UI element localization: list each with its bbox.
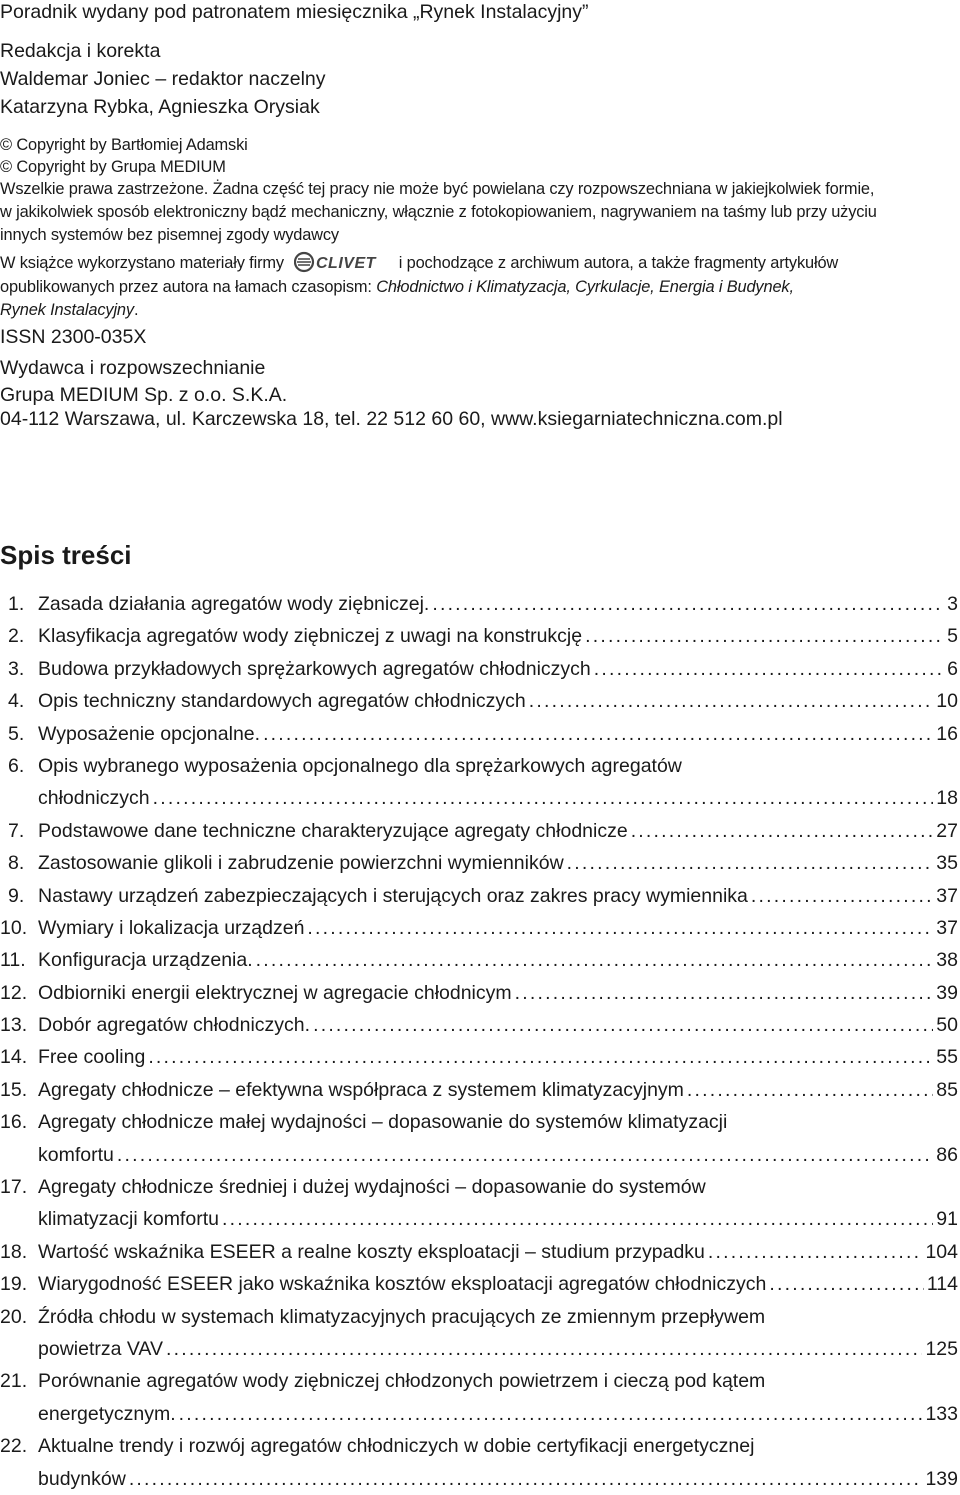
toc-entry-title: Dobór agregatów chłodniczych. xyxy=(38,1014,311,1037)
toc-entry-number: 4. xyxy=(8,690,25,713)
toc-entry-line xyxy=(0,912,958,944)
toc-entry[interactable] xyxy=(0,1074,958,1106)
toc-entry-page: 35 xyxy=(936,852,958,875)
toc-entry-line xyxy=(0,847,958,879)
toc-entry-line xyxy=(0,1333,958,1365)
toc-entry-line xyxy=(0,620,958,652)
toc-entry-number: 2. xyxy=(8,625,25,648)
toc-entry[interactable] xyxy=(0,1365,958,1430)
toc-entry-number: 13. xyxy=(0,1014,28,1037)
toc-entry-number: 16. xyxy=(0,1111,28,1134)
toc-entry-page: 91 xyxy=(936,1208,958,1231)
toc-entry-title: Zastosowanie glikoli i zabrudzenie powierzchni wymienników xyxy=(38,852,564,875)
toc-entry-page: 39 xyxy=(936,981,958,1004)
toc-leader-dots xyxy=(263,718,933,750)
toc-entry[interactable] xyxy=(0,1009,958,1041)
publisher-address: 04-112 Warszawa, ul. Karczewska 18, tel. 22 512 60 60, www.ksiegarniatechniczna.com.pl xyxy=(0,408,783,430)
toc-leader-dots xyxy=(129,1463,923,1495)
toc-entry-page: 18 xyxy=(936,787,958,810)
toc-entry-title: Nastawy urządzeń zabezpieczających i sterujących oraz zakres pracy wymiennika xyxy=(38,884,748,907)
toc-entry-line xyxy=(0,1236,958,1268)
toc-entry[interactable] xyxy=(0,977,958,1009)
editorial-heading: Redakcja i korekta xyxy=(0,40,161,62)
copyright-author: © Copyright by Bartłomiej Adamski xyxy=(0,136,248,154)
materials-3-end: . xyxy=(133,301,139,319)
toc-entry-number: 3. xyxy=(8,657,25,680)
toc-entry-title: Opis techniczny standardowych agregatów chłodniczych xyxy=(38,690,526,713)
toc-entry-line xyxy=(0,1041,958,1073)
toc-leader-dots xyxy=(687,1074,933,1106)
rights-line-2: w jakikolwiek sposób elektroniczny bądź mechaniczny, włącznie z fotokopiowaniem, nagrywaniem na taśmy lub przy użyciu xyxy=(0,203,877,221)
materials-post: i pochodzące z archiwum autora, a także fragmenty artykułów xyxy=(398,254,839,272)
copyright-publisher: © Copyright by Grupa MEDIUM xyxy=(0,158,226,176)
toc-entry-title: Wyposażenie opcjonalne. xyxy=(38,722,261,745)
toc-entry[interactable] xyxy=(0,1236,958,1268)
toc-entry-title: Odbiorniki energii elektrycznej w agregacie chłodnicym xyxy=(38,981,512,1004)
toc-entry-title: budynków xyxy=(38,1467,126,1490)
toc-entry-number: 22. xyxy=(0,1435,28,1458)
toc-entry-number: 8. xyxy=(8,852,25,875)
toc-entry-number: 19. xyxy=(0,1273,28,1296)
toc-leader-dots xyxy=(117,1139,933,1171)
toc-entry-title: Konfiguracja urządzenia. xyxy=(38,949,253,972)
toc-leader-dots xyxy=(708,1236,923,1268)
toc-leader-dots xyxy=(515,977,934,1009)
toc-entry-title: klimatyzacji komfortu xyxy=(38,1208,219,1231)
toc-entry-number: 17. xyxy=(0,1176,28,1199)
toc-entry-title: Agregaty chłodnicze – efektywna współpraca z systemem klimatyzacyjnym xyxy=(38,1078,684,1101)
toc-entry[interactable] xyxy=(0,718,958,750)
toc-entry-page: 38 xyxy=(936,949,958,972)
toc-entry-line xyxy=(0,977,958,1009)
toc-entry[interactable] xyxy=(0,653,958,685)
toc-entry-number: 6. xyxy=(8,754,25,777)
toc-entry[interactable] xyxy=(0,620,958,652)
toc-entry-page: 6 xyxy=(947,657,958,680)
toc-entry-page: 133 xyxy=(925,1402,958,1425)
toc-entry-title: Wartość wskaźnika ESEER a realne koszty eksploatacji – studium przypadku xyxy=(38,1240,705,1263)
toc-entry-title: powietrza VAV xyxy=(38,1337,163,1360)
toc-leader-dots xyxy=(631,815,934,847)
toc-entry-line xyxy=(0,1074,958,1106)
clivet-logo-text: CLIVET xyxy=(316,254,377,272)
toc-leader-dots xyxy=(529,685,934,717)
toc-leader-dots xyxy=(567,847,934,879)
toc-entry-page: 104 xyxy=(925,1240,958,1263)
toc-entry-page: 114 xyxy=(926,1273,958,1296)
patronage-line: Poradnik wydany pod patronatem miesięcznika „Rynek Instalacyjny” xyxy=(0,1,589,23)
rights-line-1: Wszelkie prawa zastrzeżone. Żadna część tej pracy nie może być powielana czy rozpowszechniana w jakiejkolwiek formie, xyxy=(0,180,875,198)
toc-entry-title: komfortu xyxy=(38,1143,114,1166)
toc-entry-number: 12. xyxy=(0,981,28,1004)
toc-entry-number: 5. xyxy=(8,722,25,745)
toc-entry-line xyxy=(0,782,958,814)
toc-leader-dots xyxy=(222,1203,933,1235)
toc-entry-line xyxy=(0,653,958,685)
toc-entry-page: 16 xyxy=(936,722,958,745)
toc-entry[interactable] xyxy=(0,1301,958,1366)
toc-entry-line xyxy=(0,1171,958,1203)
toc-entry[interactable] xyxy=(0,944,958,976)
toc-entry[interactable] xyxy=(0,588,958,620)
toc-entry-number: 9. xyxy=(8,884,25,907)
toc-entry-page: 3 xyxy=(947,593,958,615)
toc-entry-number: 20. xyxy=(0,1305,28,1328)
toc-entry-line xyxy=(0,815,958,847)
toc-entry-number: 18. xyxy=(0,1240,28,1263)
toc-leader-dots xyxy=(148,1041,933,1073)
toc-entry[interactable] xyxy=(0,1171,958,1236)
toc-entry-title: Agregaty chłodnicze małej wydajności – dopasowanie do systemów klimatyzacji xyxy=(38,1111,728,1134)
issn-line: ISSN 2300-035X xyxy=(0,326,147,348)
toc-entry-page: 125 xyxy=(925,1337,958,1360)
toc-leader-dots xyxy=(594,653,944,685)
materials-pre: W książce wykorzystano materiały firmy xyxy=(0,254,284,272)
toc-entry-number: 11. xyxy=(0,949,26,972)
toc-entry-line xyxy=(0,1139,958,1171)
toc-entry-number: 1. xyxy=(8,593,25,615)
toc-entry-title: Zasada działania agregatów wody ziębniczej. xyxy=(38,593,430,615)
toc-entry-title: Budowa przykładowych sprężarkowych agregatów chłodniczych xyxy=(38,657,591,680)
toc-leader-dots xyxy=(256,944,934,976)
toc-entry-title: Wymiary i lokalizacja urządzeń xyxy=(38,916,305,939)
toc-entry-line xyxy=(0,750,958,782)
toc-entry-page: 37 xyxy=(936,884,958,907)
toc-entry-page: 37 xyxy=(936,916,958,939)
toc-entry-line xyxy=(0,1203,958,1235)
toc-entry[interactable] xyxy=(0,1268,958,1300)
toc-entry[interactable] xyxy=(0,1041,958,1073)
toc-entry-title: Wiarygodność ESEER jako wskaźnika kosztów eksploatacji agregatów chłodniczych xyxy=(38,1273,767,1296)
rights-line-3: innych systemów bez pisemnej zgody wydawcy xyxy=(0,226,339,244)
toc-leader-dots xyxy=(166,1333,922,1365)
toc-entry-number: 7. xyxy=(8,819,25,842)
toc-entry[interactable] xyxy=(0,815,958,847)
materials-line-3 xyxy=(0,299,138,321)
toc-leader-dots xyxy=(585,620,944,652)
toc-entry-title: Free cooling xyxy=(38,1046,146,1069)
toc-entry-title: chłodniczych xyxy=(38,787,150,810)
toc-entry-page: 50 xyxy=(936,1014,958,1037)
toc-entry-title: energetycznym. xyxy=(38,1402,176,1425)
toc-entry-line xyxy=(0,1301,958,1333)
toc-entry[interactable] xyxy=(0,880,958,912)
toc-entry-line xyxy=(0,685,958,717)
toc-entry-title: Podstawowe dane techniczne charakteryzujące agregaty chłodnicze xyxy=(38,819,628,842)
magazine-rynek: Rynek Instalacyjny xyxy=(0,301,134,319)
toc-entry-number: 14. xyxy=(0,1046,28,1069)
toc-title: Spis treści xyxy=(0,540,132,570)
toc-entry-page: 86 xyxy=(936,1143,958,1166)
materials-line-1 xyxy=(0,252,838,274)
toc-leader-dots xyxy=(769,1268,924,1300)
editor-chief: Waldemar Joniec – redaktor naczelny xyxy=(0,68,326,90)
clivet-logo-icon xyxy=(294,251,386,273)
materials-line-2 xyxy=(0,276,794,298)
toc-entry-title: Porównanie agregatów wody ziębniczej chłodzonych powietrzem i cieczą pod kątem xyxy=(38,1370,766,1393)
toc-entry-title: Źródła chłodu w systemach klimatyzacyjnych pracujących ze zmiennym przepływem xyxy=(38,1305,766,1328)
materials-2-pre: opublikowanych przez autora na łamach czasopism: xyxy=(0,278,377,296)
toc-entry-page: 5 xyxy=(947,625,958,648)
toc-leader-dots xyxy=(179,1398,923,1430)
toc-leader-dots xyxy=(432,588,944,620)
toc-leader-dots xyxy=(313,1009,933,1041)
toc-entry-line xyxy=(0,1009,958,1041)
toc-leader-dots xyxy=(751,880,933,912)
toc-entry-page: 10 xyxy=(936,690,958,713)
toc-entry[interactable] xyxy=(0,685,958,717)
toc-entry-line xyxy=(0,1430,958,1462)
toc-entry-page: 139 xyxy=(925,1467,958,1490)
toc-entry-line xyxy=(0,588,958,620)
toc-entry-title: Klasyfikacja agregatów wody ziębniczej z uwagi na konstrukcję xyxy=(38,625,583,648)
publisher-heading: Wydawca i rozpowszechnianie xyxy=(0,357,266,379)
toc-entry-line xyxy=(0,718,958,750)
magazines-list: Chłodnictwo i Klimatyzacja, Cyrkulacje, Energia i Budynek, xyxy=(376,278,794,296)
toc-entry-line xyxy=(0,1398,958,1430)
toc-entry-title: Aktualne trendy i rozwój agregatów chłodniczych w dobie certyfikacji energetycznej xyxy=(38,1435,755,1458)
toc-entry-number: 15. xyxy=(0,1078,28,1101)
toc-entry-number: 10. xyxy=(0,916,28,939)
toc-entry-title: Opis wybranego wyposażenia opcjonalnego dla sprężarkowych agregatów xyxy=(38,754,682,777)
toc-entry-line xyxy=(0,1365,958,1397)
toc-entry[interactable] xyxy=(0,1430,958,1495)
toc-entry-line xyxy=(0,880,958,912)
toc-leader-dots xyxy=(153,782,934,814)
toc-entry-page: 55 xyxy=(936,1046,958,1069)
toc-entry[interactable] xyxy=(0,750,958,815)
toc-entry-number: 21. xyxy=(0,1370,28,1393)
toc-list xyxy=(0,588,958,1495)
toc-entry-line xyxy=(0,1106,958,1138)
editors-line: Katarzyna Rybka, Agnieszka Orysiak xyxy=(0,96,320,118)
toc-entry-page: 27 xyxy=(936,819,958,842)
toc-entry[interactable] xyxy=(0,847,958,879)
toc-entry[interactable] xyxy=(0,912,958,944)
toc-entry-line xyxy=(0,1268,958,1300)
toc-entry-line xyxy=(0,944,958,976)
toc-entry-line xyxy=(0,1463,958,1495)
toc-leader-dots xyxy=(307,912,933,944)
publisher-name: Grupa MEDIUM Sp. z o.o. S.K.A. xyxy=(0,384,288,406)
toc-entry-title: Agregaty chłodnicze średniej i dużej wydajności – dopasowanie do systemów xyxy=(38,1176,706,1199)
toc-entry-page: 85 xyxy=(936,1078,958,1101)
toc-entry[interactable] xyxy=(0,1106,958,1171)
